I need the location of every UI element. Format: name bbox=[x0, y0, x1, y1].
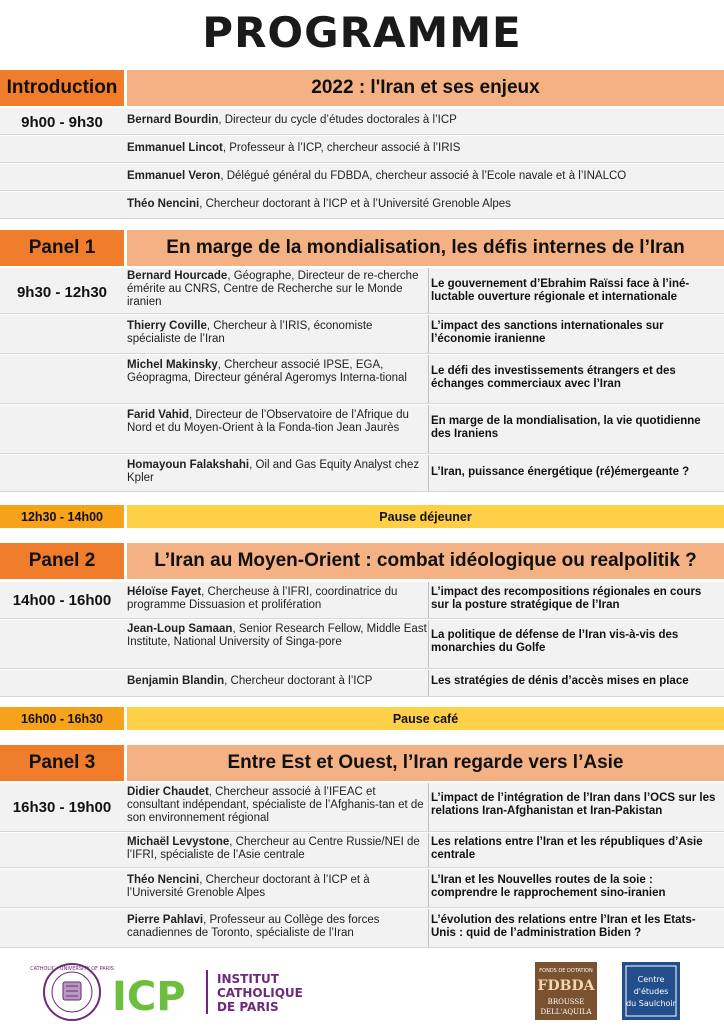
fdbda-sub: BROUSSE bbox=[547, 998, 585, 1006]
speaker-name: Héloïse Fayet bbox=[127, 586, 202, 598]
speaker-desc: , Directeur de l’Observatoire de l’Afrique du Nord et du Moyen-Orient à la Fonda-tion Jean Jaurès bbox=[127, 409, 409, 434]
time-slot: 9h30 - 12h30 bbox=[16, 284, 108, 301]
talk-topic: L’impact de l’intégration de l’Iran dans l’OCS sur les relations Iran-Afghanistan et Iran-Pakistan bbox=[431, 792, 716, 817]
column-divider bbox=[428, 909, 429, 947]
speaker-desc: , Chercheur doctorant à l’ICP et à l’Université Grenoble Alpes bbox=[199, 198, 511, 210]
column-divider bbox=[428, 405, 429, 453]
fdbda-logo bbox=[535, 962, 597, 1020]
pause-label: Pause café bbox=[127, 707, 724, 730]
speaker-desc: , Senior Research Fellow, Middle East Institute, National University of Singa-pore bbox=[127, 623, 427, 648]
speaker bbox=[127, 623, 427, 649]
speaker bbox=[127, 359, 427, 385]
column-divider bbox=[428, 355, 429, 403]
table-row bbox=[0, 192, 724, 219]
table-row bbox=[0, 355, 724, 404]
section-label: Panel 3 bbox=[0, 745, 124, 781]
section-panel2-header bbox=[0, 543, 724, 579]
talk-topic: L’impact des sanctions internationales sur l’économie iranienne bbox=[431, 320, 664, 345]
talk-topic: L’Iran, puissance énergétique (ré)émergeante ? bbox=[431, 466, 690, 478]
section-label: Introduction bbox=[0, 70, 124, 106]
institut-line: INSTITUT bbox=[217, 972, 279, 986]
speaker-name: Emmanuel Lincot bbox=[127, 142, 223, 154]
speaker-desc: , Chercheur associé IPSE, EGA, Géopragma, Directeur général Ageromys Interna-tional bbox=[127, 359, 407, 384]
speaker-name: Pierre Pahlavi bbox=[127, 914, 204, 926]
column-divider bbox=[428, 455, 429, 491]
time-slot: 16h30 - 19h00 bbox=[12, 799, 112, 816]
page-title: PROGRAMME bbox=[202, 8, 522, 57]
table-row bbox=[0, 833, 724, 868]
section-label: Panel 1 bbox=[0, 230, 124, 266]
talk-topic: Le gouvernement d’Ebrahim Raïssi face à l’iné-luctable ouverture régionale et internationale bbox=[431, 278, 690, 303]
speaker bbox=[127, 198, 717, 211]
speaker bbox=[127, 675, 427, 688]
time-slot: 9h00 - 9h30 bbox=[21, 114, 103, 131]
speaker bbox=[127, 170, 717, 183]
section-heading: L’Iran au Moyen-Orient : combat idéologique ou realpolitik ? bbox=[127, 543, 724, 579]
section-heading: En marge de la mondialisation, les défis internes de l’Iran bbox=[127, 230, 724, 266]
saulchoir-logo bbox=[622, 962, 680, 1020]
speaker-desc: , Chercheur doctorant à l’ICP et à l’Université Grenoble Alpes bbox=[127, 874, 370, 899]
section-intro-header bbox=[0, 70, 724, 106]
column-divider bbox=[428, 582, 429, 618]
speaker-desc: , Professeur à l’ICP, chercheur associé à l’IRIS bbox=[222, 142, 461, 154]
speaker-desc: , Chercheur au Centre Russie/NEI de l’IFRI, spécialiste de l’Asie centrale bbox=[127, 836, 420, 861]
speaker-name: Thierry Coville bbox=[127, 320, 207, 332]
section-heading: Entre Est et Ouest, l’Iran regarde vers l’Asie bbox=[127, 745, 724, 781]
table-row bbox=[0, 268, 724, 314]
column-divider bbox=[428, 315, 429, 353]
table-row bbox=[0, 783, 724, 832]
footer-logos bbox=[0, 950, 724, 1024]
speaker-desc: , Chercheur à l’IRIS, économiste spécialiste de l’Iran bbox=[127, 320, 373, 345]
talk-topic: Les stratégies de dénis d’accès mises en place bbox=[431, 675, 689, 687]
speaker-name: Didier Chaudet bbox=[127, 786, 209, 798]
table-row bbox=[0, 670, 724, 697]
table-row bbox=[0, 164, 724, 191]
pause-time: 12h30 - 14h00 bbox=[0, 505, 124, 528]
fdbda-top: FONDS DE DOTATION bbox=[539, 968, 593, 974]
speaker-desc: , Professeur au Collège des forces canadiennes de Toronto, spécialiste de l’Iran bbox=[127, 914, 380, 939]
speaker-name: Michel Makinsky bbox=[127, 359, 218, 371]
speaker bbox=[127, 836, 427, 862]
column-divider bbox=[428, 869, 429, 907]
speaker bbox=[127, 459, 427, 485]
table-row bbox=[0, 455, 724, 492]
table-row bbox=[0, 909, 724, 948]
speaker-name: Jean-Loup Samaan bbox=[127, 623, 233, 635]
table-row bbox=[0, 582, 724, 619]
speaker-desc: , Directeur du cycle d’études doctorales à l’ICP bbox=[218, 114, 457, 126]
icp-logo: ICP bbox=[112, 974, 186, 1020]
speaker bbox=[127, 320, 427, 346]
talk-topic: En marge de la mondialisation, la vie quotidienne des Iraniens bbox=[431, 415, 701, 440]
column-divider bbox=[428, 833, 429, 867]
table-row bbox=[0, 136, 724, 163]
section-heading: 2022 : l'Iran et ses enjeux bbox=[127, 70, 724, 106]
speaker-name: Homayoun Falakshahi bbox=[127, 459, 250, 471]
section-label: Panel 2 bbox=[0, 543, 124, 579]
talk-topic: La politique de défense de l’Iran vis-à-vis des monarchies du Golfe bbox=[431, 629, 679, 654]
speaker-name: Emmanuel Veron bbox=[127, 170, 221, 182]
speaker-desc: , Chercheuse à l’IFRI, coordinatrice du programme Dissuasion et prolifération bbox=[127, 586, 398, 611]
centre-line: d'études bbox=[633, 987, 669, 996]
pause-row bbox=[0, 505, 724, 528]
column-divider bbox=[428, 670, 429, 696]
talk-topic: Le défi des investissements étrangers et des échanges commerciaux avec l’Iran bbox=[431, 365, 676, 390]
table-row bbox=[0, 315, 724, 354]
pause-label: Pause déjeuner bbox=[127, 505, 724, 528]
speaker-name: Benjamin Blandin bbox=[127, 675, 225, 687]
university-seal-logo bbox=[30, 964, 114, 1020]
logo-divider bbox=[206, 970, 208, 1014]
column-divider bbox=[428, 783, 429, 831]
footer-logos-graphic bbox=[0, 950, 724, 1024]
speaker-name: Bernard Hourcade bbox=[127, 270, 228, 282]
table-row bbox=[0, 405, 724, 454]
speaker bbox=[127, 142, 717, 155]
speaker bbox=[127, 270, 427, 309]
column-divider bbox=[428, 620, 429, 668]
speaker-desc: , Chercheur associé à l’IFEAC et consultant indépendant, spécialiste de l’Afghanis-tan et de son environnement régional bbox=[127, 786, 424, 824]
fdbda-name: FDBDA bbox=[537, 978, 595, 994]
pause-time: 16h00 - 16h30 bbox=[0, 707, 124, 730]
talk-topic: L’impact des recompositions régionales en cours sur la posture stratégique de l’Iran bbox=[431, 586, 702, 611]
talk-topic: L’évolution des relations entre l’Iran et les Etats-Unis : quid de l’administration Biden ? bbox=[431, 914, 696, 939]
time-slot: 14h00 - 16h00 bbox=[12, 592, 112, 609]
institut-line: CATHOLIQUE bbox=[217, 986, 303, 1000]
speaker-desc: , Oil and Gas Equity Analyst chez Kpler bbox=[127, 459, 420, 484]
talk-topic: L’Iran et les Nouvelles routes de la soie : comprendre le rapprochement sino-iranien bbox=[431, 874, 666, 899]
fdbda-sub: DELL'AQUILA bbox=[540, 1008, 592, 1016]
speaker bbox=[127, 409, 427, 435]
speaker bbox=[127, 914, 427, 940]
section-panel3-header bbox=[0, 745, 724, 781]
table-row bbox=[0, 869, 724, 908]
talk-topic: Les relations entre l’Iran et les républiques d’Asie centrale bbox=[431, 836, 703, 861]
speaker bbox=[127, 874, 427, 900]
speaker-name: Michaël Levystone bbox=[127, 836, 230, 848]
speaker-name: Farid Vahid bbox=[127, 409, 189, 421]
section-panel1-header bbox=[0, 230, 724, 266]
centre-line: Centre bbox=[637, 975, 665, 984]
speaker bbox=[127, 786, 427, 825]
seal-text: CATHOLIC · UNIVERSITY OF PARIS bbox=[30, 966, 114, 972]
speaker-desc: , Géographe, Directeur de re-cherche émérite au CNRS, Centre de Recherche sur le Monde iranien bbox=[127, 270, 419, 308]
centre-line: du Saulchoir bbox=[626, 999, 676, 1008]
institut-line: DE PARIS bbox=[217, 1000, 279, 1014]
speaker-desc: , Chercheur doctorant à l’ICP bbox=[224, 675, 373, 687]
speaker-name: Théo Nencini bbox=[127, 198, 200, 210]
column-divider bbox=[428, 268, 429, 313]
table-row bbox=[0, 620, 724, 669]
table-row bbox=[0, 108, 724, 135]
speaker-name: Théo Nencini bbox=[127, 874, 200, 886]
speaker bbox=[127, 586, 427, 612]
speaker bbox=[127, 114, 717, 127]
pause-row bbox=[0, 707, 724, 730]
speaker-name: Bernard Bourdin bbox=[127, 114, 219, 126]
speaker-desc: , Délégué général du FDBDA, chercheur associé à l’Ecole navale et à l’INALCO bbox=[220, 170, 627, 182]
